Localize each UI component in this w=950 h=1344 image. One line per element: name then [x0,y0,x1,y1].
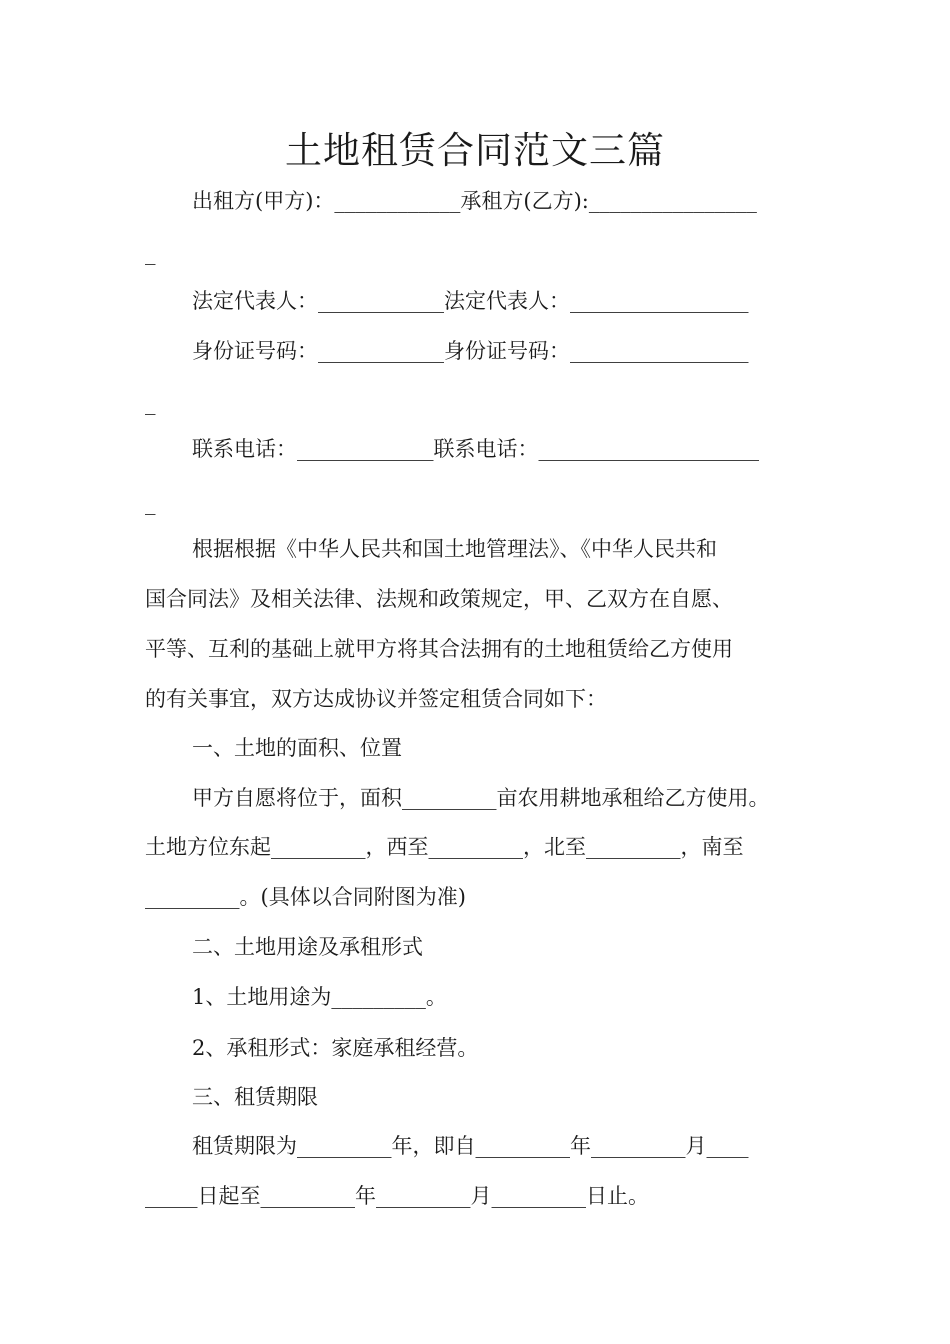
underscore-continuation: _ [145,491,156,515]
document-title: 土地租赁合同范文三篇 [285,129,665,172]
paragraph-line: 甲方自愿将位于，面积_________亩农用耕地承租给乙方使用。 [192,786,770,810]
paragraph-line: 租赁期限为_________年，即自_________年_________月____ [192,1134,749,1158]
section-heading: 三、租赁期限 [192,1085,318,1109]
paragraph-line: 根据根据《中华人民共和国土地管理法》、《中华人民共和 [192,537,717,561]
underscore-continuation: _ [145,241,156,265]
section-heading: 一、土地的面积、位置 [192,736,402,760]
paragraph-line: 土地方位东起_________，西至_________，北至_________，南至 [145,835,744,859]
id-number-line: 身份证号码：____________身份证号码：_________________ [192,339,749,363]
party-names-line: 出租方(甲方)：____________承租方(乙方):________________ [192,189,757,213]
paragraph-line: 平等、互利的基础上就甲方将其合法拥有的土地租赁给乙方使用 [145,637,733,661]
clause-line: 1、土地用途为_________。 [192,985,447,1009]
legal-representative-line: 法定代表人：____________法定代表人：_________________ [192,289,749,313]
paragraph-line: 的有关事宜，双方达成协议并签定租赁合同如下： [145,687,607,711]
underscore-continuation: _ [145,391,156,415]
paragraph-line: _________。(具体以合同附图为准) [145,885,466,909]
phone-line: 联系电话：_____________联系电话：_____________________ [192,437,759,461]
paragraph-line: _____日起至_________年_________月_________日止。 [145,1184,649,1208]
clause-line: 2、承租形式：家庭承租经营。 [192,1036,479,1060]
paragraph-line: 国合同法》及相关法律、法规和政策规定，甲、乙双方在自愿、 [145,587,733,611]
section-heading: 二、土地用途及承租形式 [192,935,423,959]
